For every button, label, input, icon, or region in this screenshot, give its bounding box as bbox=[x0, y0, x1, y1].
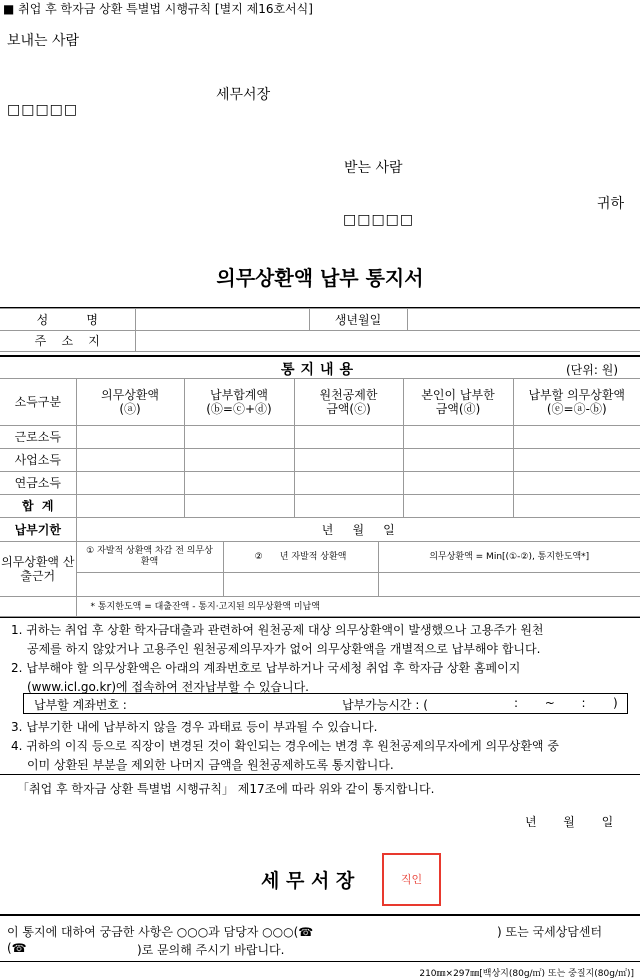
cell[interactable] bbox=[76, 472, 184, 495]
cell[interactable] bbox=[513, 495, 640, 518]
basis-spacer bbox=[0, 597, 76, 617]
cell[interactable] bbox=[294, 426, 403, 449]
contact-line1-end: ) 또는 국세상담센터 bbox=[497, 925, 603, 939]
contact-line1: 이 통지에 대하여 궁금한 사항은 ○○○과 담당자 ○○○(☎ bbox=[7, 925, 314, 939]
due-date-row bbox=[0, 518, 640, 542]
basis-value2[interactable] bbox=[223, 573, 378, 597]
cell[interactable] bbox=[184, 472, 294, 495]
cell[interactable] bbox=[513, 426, 640, 449]
total-row bbox=[0, 495, 640, 518]
official-seal: 직인 bbox=[382, 853, 441, 906]
cell[interactable] bbox=[184, 426, 294, 449]
cell[interactable] bbox=[403, 495, 513, 518]
instructions-rule bbox=[0, 617, 640, 618]
cell[interactable] bbox=[76, 495, 184, 518]
cell[interactable] bbox=[513, 449, 640, 472]
basis-col3: 의무상환액 = Min[(①-②), 통지한도액*] bbox=[378, 542, 640, 573]
name-label: 성 명 bbox=[0, 309, 135, 331]
person-table bbox=[0, 308, 640, 352]
basis-footnote: * 통지한도액 = 대출잔액 - 통지·고지된 의무상환액 미납액 bbox=[76, 597, 640, 617]
basis-col2: ② 년 자발적 상환액 bbox=[223, 542, 378, 573]
row-label: 근로소득 bbox=[0, 426, 76, 449]
row-label: 사업소득 bbox=[0, 449, 76, 472]
cell[interactable] bbox=[184, 449, 294, 472]
office-name: 세무서장 bbox=[216, 87, 271, 103]
table-row bbox=[0, 449, 640, 472]
unit-label: (단위: 원) bbox=[566, 363, 618, 377]
form-reference: ■ 취업 후 학자금 상환 특별법 시행규칙 [별지 제16호서식] bbox=[3, 2, 313, 16]
time-range: : ~ : bbox=[514, 696, 586, 710]
name-value[interactable] bbox=[135, 309, 309, 331]
col-amount-due: 납부할 의무상환액 (ⓔ=ⓐ-ⓑ) bbox=[513, 379, 640, 426]
col-paid-total: 납부합계액 (ⓑ=ⓒ+ⓓ) bbox=[184, 379, 294, 426]
receiver-placeholder: □□□□□ bbox=[343, 212, 415, 228]
instruction-1: 1. 귀하는 취업 후 상환 학자금대출과 관련하여 원천공제 대상 의무상환액이 발생했으나 고용주가 원천 공제를 하지 않았거나 고용주인 원천공제의무자가 없어 의무상환액을 개별적으로 납부해야 합니다. bbox=[11, 623, 544, 656]
document-title: 의무상환액 납부 통지서 bbox=[216, 266, 424, 290]
basis-col1: ① 자발적 상환액 차감 전 의무상환액 bbox=[76, 542, 223, 573]
closing-rule bbox=[0, 774, 640, 775]
col-income-type: 소득구분 bbox=[0, 379, 76, 426]
receiver-label: 받는 사람 bbox=[344, 160, 403, 176]
basis-value1[interactable] bbox=[76, 573, 223, 597]
notice-title: 통지내용 bbox=[280, 362, 360, 378]
cell[interactable] bbox=[184, 495, 294, 518]
paper-spec: 210㎜×297㎜[백상지(80g/㎡) 또는 중질지(80g/㎡)] bbox=[419, 969, 634, 979]
cell[interactable] bbox=[513, 472, 640, 495]
contact-line2: (☎ bbox=[7, 941, 27, 955]
basis-label: 의무상환액 산출근거 bbox=[0, 542, 76, 597]
cell[interactable] bbox=[294, 495, 403, 518]
notice-header-row bbox=[0, 379, 640, 426]
basis-value3[interactable] bbox=[378, 573, 640, 597]
cell[interactable] bbox=[403, 449, 513, 472]
honorific: 귀하 bbox=[597, 196, 625, 212]
address-label: 주 소 지 bbox=[0, 331, 135, 352]
cell[interactable] bbox=[403, 472, 513, 495]
time-close: ) bbox=[613, 696, 618, 710]
closing-statement: 「취업 후 학자금 상환 특별법 시행규칙」 제17조에 따라 위와 같이 통지합니다. bbox=[17, 782, 435, 796]
bottom-rule bbox=[0, 961, 640, 962]
sender-placeholder: □□□□□ bbox=[7, 102, 79, 118]
birth-label: 생년월일 bbox=[309, 309, 407, 331]
time-label: 납부가능시간 : ( bbox=[342, 698, 428, 712]
notice-rule bbox=[0, 355, 640, 357]
cell[interactable] bbox=[76, 449, 184, 472]
row-label: 연금소득 bbox=[0, 472, 76, 495]
closing-date: 년 월 일 bbox=[525, 815, 614, 829]
cell[interactable] bbox=[403, 426, 513, 449]
instruction-4: 4. 귀하의 이직 등으로 직장이 변경된 것이 확인되는 경우에는 변경 후 원천공제의무자에게 의무상환액 중 이미 상환된 부분을 제외한 나머지 금액을 원천공제하도록 통지합니다. bbox=[11, 739, 559, 772]
birth-value[interactable] bbox=[407, 309, 640, 331]
contact-rule bbox=[0, 914, 640, 916]
row-label: 합 계 bbox=[0, 495, 76, 518]
cell[interactable] bbox=[294, 472, 403, 495]
instruction-2: 2. 납부해야 할 의무상환액은 아래의 계좌번호로 납부하거나 국세청 취업 후 학자금 상환 홈페이지 (www.icl.go.kr)에 접속하여 전자납부할 수 있습니다. bbox=[11, 661, 521, 694]
signer-title: 세 무 서 장 bbox=[261, 870, 355, 892]
col-self-paid: 본인이 납부한 금액(ⓓ) bbox=[403, 379, 513, 426]
basis-table bbox=[0, 541, 640, 617]
contact-line2-end: )로 문의해 주시기 바랍니다. bbox=[137, 943, 285, 957]
instruction-3: 3. 납부기한 내에 납부하지 않을 경우 과태료 등이 부과될 수 있습니다. bbox=[11, 720, 378, 734]
col-withheld: 원천공제한 금액(ⓒ) bbox=[294, 379, 403, 426]
table-row bbox=[0, 472, 640, 495]
address-value[interactable] bbox=[135, 331, 640, 352]
account-label: 납부할 계좌번호 : bbox=[34, 698, 127, 712]
col-obligation: 의무상환액 (ⓐ) bbox=[76, 379, 184, 426]
table-row bbox=[0, 426, 640, 449]
due-date[interactable]: 년 월 일 bbox=[76, 518, 640, 542]
notice-table bbox=[0, 378, 640, 542]
cell[interactable] bbox=[76, 426, 184, 449]
cell[interactable] bbox=[294, 449, 403, 472]
due-label: 납부기한 bbox=[0, 518, 76, 542]
account-box bbox=[23, 693, 628, 714]
sender-label: 보내는 사람 bbox=[7, 33, 80, 49]
